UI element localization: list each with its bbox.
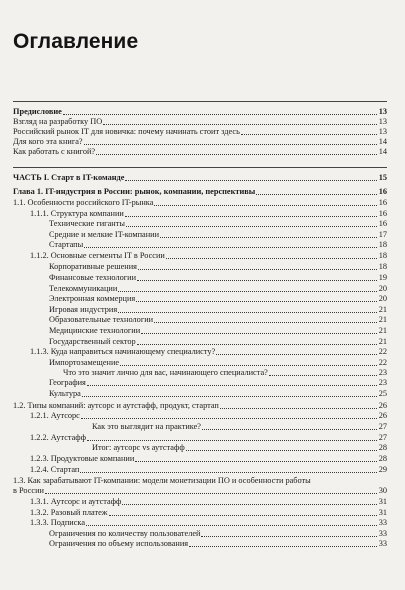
- toc-entry: [92, 443, 387, 453]
- toc-entry: [92, 422, 387, 432]
- toc-entry-page: 17: [378, 230, 387, 239]
- toc-entry-page: 16: [378, 198, 387, 207]
- toc-entry-page: 33: [378, 529, 387, 538]
- toc-entry-page: 16: [378, 209, 387, 218]
- toc-leader-dots: [125, 180, 377, 181]
- toc-leader-dots: [118, 291, 377, 292]
- toc-entry-page: 13: [378, 117, 387, 126]
- toc-leader-dots: [120, 365, 377, 366]
- toc-entry: [49, 529, 387, 539]
- toc-entry-title: 1.3.2. Разовый платеж: [30, 508, 108, 517]
- toc-entry-page: 22: [378, 347, 387, 356]
- toc-leader-dots: [216, 354, 377, 355]
- toc-entry-page: 31: [378, 497, 387, 506]
- toc-entry-title: География: [49, 378, 86, 387]
- toc-leader-dots: [160, 237, 377, 238]
- toc-entry: [30, 433, 387, 443]
- toc-entry-page: 31: [378, 508, 387, 517]
- toc-entry: [49, 315, 387, 325]
- toc-entry-title: Образовательные технологии: [49, 315, 154, 324]
- toc-entry-title: Глава 1. IT-индустрия в России: рынок, компании, перспективы: [13, 187, 256, 196]
- toc-entry-page: 14: [378, 147, 387, 156]
- toc-leader-dots: [82, 396, 377, 397]
- toc-entry: [13, 107, 387, 117]
- toc-leader-dots: [81, 418, 377, 419]
- toc-entry-page: 15: [378, 173, 387, 182]
- toc-entry-page: 16: [378, 187, 387, 196]
- toc-entry-title: Ограничения по количеству пользователей: [49, 529, 201, 538]
- toc-entry-title: Российский рынок IT для новичка: почему начинать стоит здесь: [13, 127, 240, 136]
- toc-entry-page: 13: [378, 107, 387, 116]
- toc-entry-title: 1.3. Как зарабатывают IT-компании: модели монетизации ПО и особенности работы: [13, 476, 311, 485]
- toc-leader-dots: [84, 247, 377, 248]
- toc-entry: [30, 209, 387, 219]
- toc-entry-title: 1.1.2. Основные сегменты IT в России: [30, 251, 165, 260]
- toc-entry-title: 1.2.2. Аутстафф: [30, 433, 86, 442]
- toc-entry-title: 1.2.4. Стартап: [30, 465, 80, 474]
- toc-leader-dots: [126, 226, 377, 227]
- toc-entry-page: 18: [378, 251, 387, 260]
- toc-entry-page: 30: [378, 486, 387, 495]
- toc-entry-title: 1.1.3. Куда направиться начинающему специалисту?: [30, 347, 216, 356]
- toc-entry-title: Телекоммуникации: [49, 284, 118, 293]
- toc-entry: [13, 486, 387, 496]
- toc-entry: [13, 117, 387, 127]
- toc-entry-title: Импортозамещение: [49, 358, 120, 367]
- toc-entry-page: 21: [378, 305, 387, 314]
- toc-entry-title: Как работать с книгой?: [13, 147, 96, 156]
- toc-entry: [30, 251, 387, 261]
- toc-leader-dots: [86, 525, 377, 526]
- toc-entry-title: 1.1.1. Структура компании: [30, 209, 124, 218]
- toc-entry-title: Как это выглядит на практике?: [92, 422, 201, 431]
- toc-entry-title: Предисловие: [13, 107, 62, 116]
- toc-entry-title: Финансовые технологии: [49, 273, 137, 282]
- toc-entry: [49, 326, 387, 336]
- toc-entry-title: Технические гиганты: [49, 219, 125, 228]
- toc-entry-title: Государственный сектор: [49, 337, 136, 346]
- toc-entry-title: Взгляд на разработку ПО: [13, 117, 103, 126]
- toc-entry: [63, 368, 387, 378]
- toc-leader-dots: [87, 440, 377, 441]
- toc-entry-title: Электронная коммерция: [49, 294, 136, 303]
- toc-entry: [30, 465, 387, 475]
- toc-leader-dots: [103, 124, 377, 125]
- toc-entry: [13, 198, 387, 208]
- toc-entry-page: 26: [378, 411, 387, 420]
- toc-entry-page: 21: [378, 337, 387, 346]
- toc-entry-title: Средние и мелкие IT-компании: [49, 230, 160, 239]
- toc-leader-dots: [138, 269, 377, 270]
- toc-leader-dots: [87, 385, 377, 386]
- toc-entry: [13, 127, 387, 137]
- toc-entry: [49, 378, 387, 388]
- toc-entry: [13, 147, 387, 157]
- toc-leader-dots: [269, 375, 377, 376]
- page-title: Оглавление: [13, 30, 139, 53]
- toc-entry: [13, 476, 387, 486]
- toc-entry-page: 23: [378, 368, 387, 377]
- toc-entry: [13, 173, 387, 183]
- toc-entry-title: Корпоративные решения: [49, 262, 137, 271]
- toc-entry-page: 28: [378, 454, 387, 463]
- toc-leader-dots: [186, 450, 377, 451]
- toc-entry-page: 23: [378, 378, 387, 387]
- toc-entry-title: Стартапы: [49, 240, 84, 249]
- toc-entry-page: 20: [378, 284, 387, 293]
- toc-entry-page: 22: [378, 358, 387, 367]
- toc-entry: [30, 508, 387, 518]
- toc-entry-page: 21: [378, 315, 387, 324]
- toc-entry-title: Ограничения по объему использования: [49, 539, 189, 548]
- toc-entry-page: 25: [378, 389, 387, 398]
- toc-entry-title: Культура: [49, 389, 81, 398]
- toc-entry-page: 29: [378, 465, 387, 474]
- toc-entry: [49, 230, 387, 240]
- toc-leader-dots: [136, 301, 377, 302]
- toc-entry: [49, 337, 387, 347]
- toc-leader-dots: [201, 536, 377, 537]
- toc-leader-dots: [166, 258, 377, 259]
- toc-entry: [30, 454, 387, 464]
- toc-entry: [49, 539, 387, 549]
- toc-entry-page: 18: [378, 262, 387, 271]
- toc-entry: [49, 358, 387, 368]
- toc-entry-title: 1.3.3. Подписка: [30, 518, 86, 527]
- toc-entry-page: 28: [378, 443, 387, 452]
- toc-leader-dots: [80, 472, 377, 473]
- toc-leader-dots: [125, 216, 377, 217]
- toc-entry: [13, 187, 387, 197]
- toc-leader-dots: [141, 333, 377, 334]
- toc-entry-title: Итог: аутсорс vs аутстафф: [92, 443, 185, 452]
- toc-entry-page: 20: [378, 294, 387, 303]
- toc-leader-dots: [256, 194, 377, 195]
- toc-leader-dots: [241, 134, 377, 135]
- toc-entry-page: 27: [378, 422, 387, 431]
- toc-entry: [49, 294, 387, 304]
- toc-entry-title: 1.2. Типы компаний: аутсорс и аутстафф, продукт, стартап: [13, 401, 219, 410]
- toc-entry: [30, 347, 387, 357]
- toc-entry: [49, 262, 387, 272]
- toc-entry: [49, 389, 387, 399]
- toc-leader-dots: [137, 280, 377, 281]
- toc-entry: [49, 305, 387, 315]
- toc-leader-dots: [189, 546, 377, 547]
- toc-entry-page: 13: [378, 127, 387, 136]
- toc-entry: [30, 497, 387, 507]
- toc-entry-title: Что это значит лично для вас, начинающего специалиста?: [63, 368, 268, 377]
- toc-entry-page: 27: [378, 433, 387, 442]
- toc-entry-title: Медицинские технологии: [49, 326, 141, 335]
- toc-entry-title: 1.2.1. Аутсорс: [30, 411, 80, 420]
- toc-leader-dots: [109, 515, 377, 516]
- toc-entry-title: в России: [13, 486, 44, 495]
- toc-entry-page: 21: [378, 326, 387, 335]
- toc-leader-dots: [45, 493, 377, 494]
- toc-leader-dots: [122, 504, 377, 505]
- toc-leader-dots: [118, 312, 377, 313]
- toc-leader-dots: [137, 344, 377, 345]
- toc-entry-page: 14: [378, 137, 387, 146]
- toc-entry: [49, 284, 387, 294]
- toc-leader-dots: [220, 408, 377, 409]
- toc-entry-page: 19: [378, 273, 387, 282]
- toc-entry-page: 16: [378, 219, 387, 228]
- toc-entry-title: Для кого эта книга?: [13, 137, 83, 146]
- toc-entry-title: Игровая индустрия: [49, 305, 118, 314]
- toc-entry-page: 33: [378, 518, 387, 527]
- toc-entry: [49, 273, 387, 283]
- toc-leader-dots: [154, 205, 377, 206]
- toc-entry-title: 1.2.3. Продуктовые компании: [30, 454, 135, 463]
- toc-entry-page: 18: [378, 240, 387, 249]
- toc-entry-title: 1.1. Особенности российского IT-рынка: [13, 198, 154, 207]
- toc-leader-dots: [135, 461, 377, 462]
- toc-entry-title: ЧАСТЬ I. Старт в IT-команде: [13, 173, 125, 182]
- toc-leader-dots: [154, 322, 377, 323]
- toc-entry: [49, 219, 387, 229]
- toc-entry: [30, 411, 387, 421]
- toc-leader-dots: [63, 114, 377, 115]
- toc-entry: [13, 137, 387, 147]
- toc-leader-dots: [84, 144, 377, 145]
- toc-entry: [30, 518, 387, 528]
- toc-entry: [49, 240, 387, 250]
- toc-entry-page: 26: [378, 401, 387, 410]
- toc-entry-title: 1.3.1. Аутсорс и аутстафф: [30, 497, 122, 506]
- toc-leader-dots: [202, 429, 377, 430]
- toc-entry: [13, 401, 387, 411]
- toc-entry-page: 33: [378, 539, 387, 548]
- toc-leader-dots: [96, 154, 377, 155]
